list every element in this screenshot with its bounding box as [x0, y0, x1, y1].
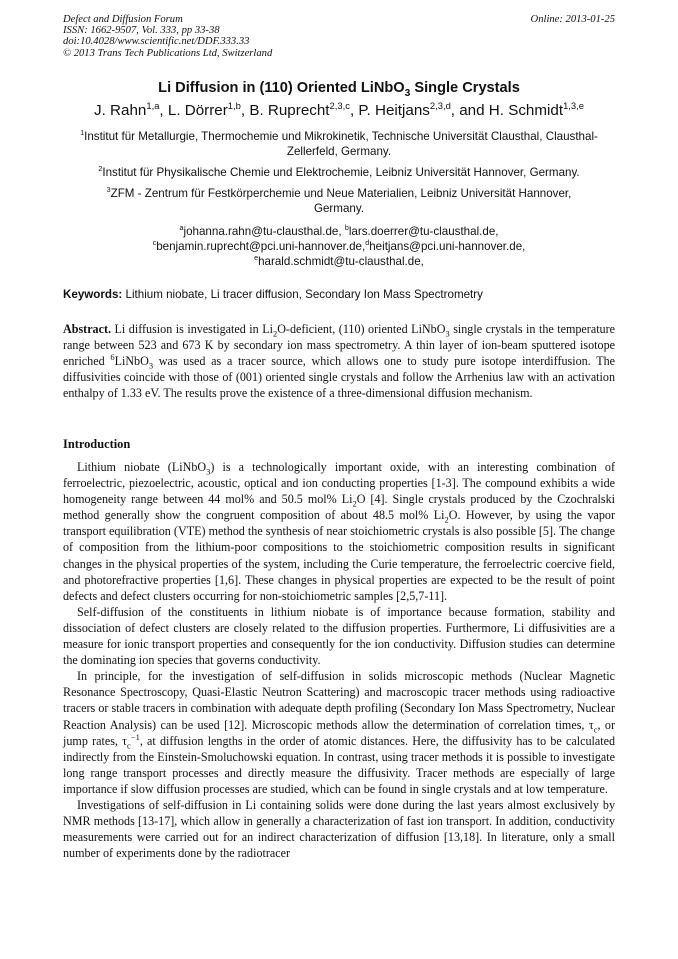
section-heading-introduction: Introduction [63, 437, 131, 451]
email-address: benjamin.ruprecht@pci.uni-hannover.de, [156, 239, 366, 253]
email-address: johanna.rahn@tu-clausthal.de, [183, 225, 345, 238]
author: P. Heitjans [358, 102, 430, 119]
abstract: Abstract. Li diffusion is investigated in $Li_2O$-deficient, (110) oriented LiNbO$_3$ single crystals in the temperature range between 523 and 673 K by secondary ion mass spectrometry. A thin layer of ion-beam sputtered isotope enriched $^6$LiNbO$_3$ was used as a tracer source, which allows one to study pure isotope interdiffusion. The diffusivities coincide with those of (001) oriented single crystals and follow the Arrhenius law with an activation enthalpy of 1.33 eV. The results prove the existence of a three-dimensional diffusion mechanism. [63, 322, 615, 401]
copyright: © 2013 Trans Tech Publications Ltd, Switzerland [63, 47, 273, 59]
keywords: Keywords: Lithium niobate, Li tracer diffusion, Secondary Ion Mass Spectrometry [63, 288, 483, 301]
paragraph: In principle, for the investigation of self-diffusion in solids microscopic methods (Nuclear Magnetic Resonance Spectroscopy, Quasi-Elastic Neutron Scattering) and macroscopic tracer methods using radioactive tracers or stable tracers in combination with adequate depth profiling (Secondary Ion Mass Spectrometry, Nuclear Reaction Analysis) can be used [12]. Microscopic methods allow the determination of correlation times, $\tau_c$, or jump rates, $\tau_c^{-1}$, at diffusion lengths in the order of atomic distances. Here, the diffusivity has to be calculated indirectly from the Einstein-Smoluchowski equation. In contrast, using tracer methods it is possible to investigate long range transport processes and directly measure the diffusivity. Tracer methods are especially of large importance if slow diffusion processes are studied, which can be found in single crystals and at low temperature. [63, 669, 616, 796]
author-list: J. Rahn$^{1,a}$, L. Dörrer$^{1,b}$, B. Ruprecht$^{2,3,c}$, P. Heitjans$^{2,3,d}$, and H. Schmidt$^{1,3,e}$ [94, 99, 584, 119]
email-list: $^a$johanna.rahn@tu-clausthal.de, $^b$lars.doerrer@tu-clausthal.de, $^c$benjamin.ruprecht@pci.uni-hannover.de,$^d$heitjans@pci.uni-hannover.de, $^e$harald.schmidt@tu-clausthal.de, [152, 223, 526, 268]
online-date: Online: 2013-01-25 [530, 14, 615, 25]
author: H. Schmidt [488, 102, 564, 119]
paragraph: Investigations of self-diffusion in Li containing solids were done during the last years almost exclusively by NMR methods [13-17], which allow in generally a characterization of fast ion transport. In addition, conductivity measurements were carried out for an indirect characterization of diffusion [13,18]. In literature, only a small number of experiments done by the radiotracer [63, 797, 615, 861]
email-address: harald.schmidt@tu-clausthal.de, [258, 254, 424, 268]
journal-header [63, 14, 615, 59]
author: J. Rahn [94, 102, 147, 119]
affiliation-1: $^1$Institut für Metallurgie, Thermochemie und Mikrokinetik, Technische Universität Clausthal, Clausthal-Zellerfeld, Germany. [80, 128, 598, 159]
affiliation-2: $^2$Institut für Physikalische Chemie und Elektrochemie, Leibniz Universität Hannover, Germany. [98, 164, 580, 179]
author: L. Dörrer [167, 102, 228, 119]
author: B. Ruprecht [249, 102, 330, 119]
paragraph: Lithium niobate (LiNbO$_3$) is a technologically important oxide, with an interesting combination of ferroelectric, piezoelectric, acoustic, optical and ion conducting properties [1-3]. The compound exhibits a wide homogeneity range between 44 mol% and 50.5 mol% $Li_2O$ [4]. Single crystals produced by the Czochralski method generally show the congruent composition of about 48.5 mol% $Li_2O$. However, by using the vapor transport equilibration (VTE) method the synthesis of near stoichiometric crystals is also possible [5]. The change of composition from the lithium-poor compositions to the stoichiometric composition results in significant changes in the physical properties of the system, including the Curie temperature, the ferroelectric coercive field, and photorefractive properties [1,6]. These changes in physical properties are expected to be the result of point defects and defect clusters occurring for non-stoichiometric samples [2,5,7-11]. [63, 460, 615, 603]
email-address: heitjans@pci.uni-hannover.de, [369, 239, 526, 253]
paper-title: Li Diffusion in (110) Oriented LiNbO$_3$ Single Crystals [158, 80, 520, 99]
affiliation-3: $^3$ZFM - Zentrum für Festkörperchemie und Neue Materialien, Leibniz Universität Hannover, Germany. [106, 185, 572, 216]
paragraph: Self-diffusion of the constituents in lithium niobate is of importance because formation, stability and dissociation of defect clusters are closely related to the diffusion properties. Furthermore, Li diffusivities are a measure for ionic transport properties and consequently for the ion conductivity. Diffusion studies can determine the dominating ion species that governs conductivity. [63, 604, 615, 668]
abstract-label: Abstract. [63, 322, 112, 336]
email-address: lars.doerrer@tu-clausthal.de, [348, 225, 499, 238]
issn: ISSN: 1662-9507, Vol. 333, pp 33-38 [63, 25, 220, 37]
doi: doi:10.4028/www.scientific.net/DDF.333.33 [63, 36, 250, 48]
introduction-body [63, 459, 615, 861]
journal-name: Defect and Diffusion Forum [63, 14, 183, 25]
keywords-label: Keywords: [63, 288, 123, 301]
